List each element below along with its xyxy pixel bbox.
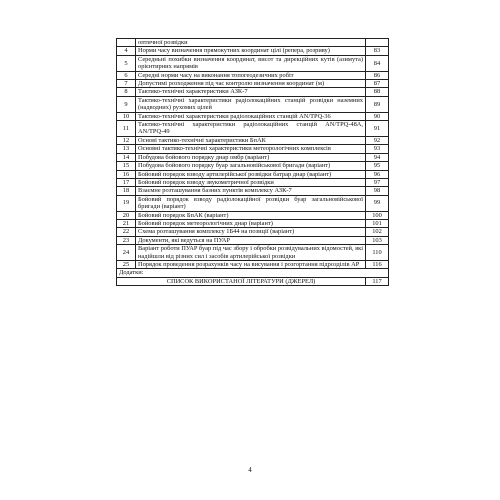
row-page: 90 — [366, 112, 389, 120]
row-title: Тактико-технічні характеристики радіолокаційних станцій AN/TPQ-36 — [136, 112, 366, 120]
table-row — [117, 260, 389, 268]
row-page: 83 — [366, 47, 389, 55]
row-title: Середні норми часу на виконання топогеодезичних робіт — [136, 71, 366, 79]
page-number: 4 — [248, 466, 252, 474]
row-title: Норми часу визначення прямокутних координат цілі (репера, розриву) — [136, 47, 366, 55]
row-title: Варіант роботи ПУАР буар під час збору і обробки розвідувальних відомостей, які надійшли від різних сил і засобів артилерійської розвідки — [136, 245, 366, 261]
row-number: 6 — [117, 71, 136, 79]
row-title: оптичної розвідки — [136, 39, 366, 47]
row-page: 87 — [366, 80, 389, 88]
table-row — [117, 47, 389, 55]
row-number: 18 — [117, 187, 136, 195]
table-row — [117, 178, 389, 186]
table-row — [117, 145, 389, 153]
row-number: 9 — [117, 96, 136, 112]
table-row — [117, 121, 389, 137]
table-row — [117, 228, 389, 236]
table-row — [117, 55, 389, 71]
table-row — [117, 153, 389, 161]
row-page: 116 — [366, 260, 389, 268]
row-number: 23 — [117, 236, 136, 244]
row-number: 16 — [117, 170, 136, 178]
row-title: Середньні похибки визначення координат, висот та дирекційних кутів (азимута) орієнтирних напрямів — [136, 55, 366, 71]
table-row — [117, 39, 389, 47]
bibliography-row — [117, 277, 389, 285]
row-page: 92 — [366, 136, 389, 144]
table-row — [117, 187, 389, 195]
row-number: 10 — [117, 112, 136, 120]
table-row — [117, 236, 389, 244]
table-row — [117, 112, 389, 120]
table-row — [117, 211, 389, 219]
row-title: Побудова бойового порядку днар омбр (варіант) — [136, 153, 366, 161]
toc-body — [117, 39, 389, 286]
row-title: Взаємне розташування базних пунктів комплексу АЗК-7 — [136, 187, 366, 195]
table-row — [117, 170, 389, 178]
row-number: 4 — [117, 47, 136, 55]
row-title: Тактико-технічні характеристики АЗК-7 — [136, 88, 366, 96]
row-number: 13 — [117, 145, 136, 153]
row-number: 21 — [117, 219, 136, 227]
row-page: 101 — [366, 219, 389, 227]
table-row — [117, 80, 389, 88]
addenda-label: Додатки: — [117, 269, 389, 277]
table-row — [117, 219, 389, 227]
row-number: 19 — [117, 195, 136, 211]
row-number: 11 — [117, 121, 136, 137]
row-title: Тактико-технічні характеристики радіолокаційних станцій AN/TPQ-48A, AN/TPQ-49 — [136, 121, 366, 137]
table-row — [117, 195, 389, 211]
row-page: 94 — [366, 153, 389, 161]
table-row — [117, 71, 389, 79]
row-number: 5 — [117, 55, 136, 71]
row-page: 88 — [366, 88, 389, 96]
bibliography-page: 117 — [366, 277, 389, 285]
row-page: 100 — [366, 211, 389, 219]
row-title: Бойовий порядок взводу артилерійської розвідки батрар днар (варіант) — [136, 170, 366, 178]
row-page: 89 — [366, 96, 389, 112]
row-title: Основі тактико-технічні характеристики БпАК — [136, 136, 366, 144]
table-row — [117, 245, 389, 261]
row-page — [366, 39, 389, 47]
row-title: Допустимі розходження під час контролю визначення координат (м) — [136, 80, 366, 88]
row-title: Документи, які ведуться на ПУАР — [136, 236, 366, 244]
addenda-row — [117, 269, 389, 277]
row-page: 86 — [366, 71, 389, 79]
row-title: Бойовий порядок взводу звукометричної розвідки — [136, 178, 366, 186]
row-page: 96 — [366, 170, 389, 178]
row-title: Порядок проведення розрахунків часу на висування і розгортання підрозділів АР — [136, 260, 366, 268]
row-title: Схема розташування комплексу 1Б44 на позиції (варіант) — [136, 228, 366, 236]
row-page: 99 — [366, 195, 389, 211]
row-title: Основні тактико-технічні характеристики метеорологічних комплексів — [136, 145, 366, 153]
bibliography-title: СПИСОК ВИКОРИСТАНОЇ ЛІТЕРАТУРИ (ДЖЕРЕЛ) — [117, 277, 366, 285]
row-title: Тактико-технічні характеристики радіолокаційних станцій розвідки наземних (надводних) рухомих цілей — [136, 96, 366, 112]
table-row — [117, 88, 389, 96]
row-number: 25 — [117, 260, 136, 268]
row-number: 17 — [117, 178, 136, 186]
row-page: 84 — [366, 55, 389, 71]
row-page: 95 — [366, 162, 389, 170]
row-page: 102 — [366, 228, 389, 236]
row-page: 110 — [366, 245, 389, 261]
table-row — [117, 162, 389, 170]
table-of-contents — [116, 38, 389, 286]
row-number: 14 — [117, 153, 136, 161]
row-title: Бойовий порядок взводу радіолокаційної розвідки буар загальновійськової бригади (варіант) — [136, 195, 366, 211]
row-number: 24 — [117, 245, 136, 261]
row-number: 22 — [117, 228, 136, 236]
row-page: 103 — [366, 236, 389, 244]
row-number: 12 — [117, 136, 136, 144]
row-page: 97 — [366, 178, 389, 186]
row-number: 8 — [117, 88, 136, 96]
row-page: 93 — [366, 145, 389, 153]
row-number: 7 — [117, 80, 136, 88]
table-row — [117, 96, 389, 112]
row-page: 91 — [366, 121, 389, 137]
row-page: 98 — [366, 187, 389, 195]
row-number: 15 — [117, 162, 136, 170]
row-title: Бойовий порядок БпАК (варіант) — [136, 211, 366, 219]
row-number: 20 — [117, 211, 136, 219]
row-title: Побудова бойового порядку буар загальновійськової бригади (варіант) — [136, 162, 366, 170]
row-title: Бойовий порядок метеорологічних днар (варіант) — [136, 219, 366, 227]
table-row — [117, 136, 389, 144]
row-number — [117, 39, 136, 47]
